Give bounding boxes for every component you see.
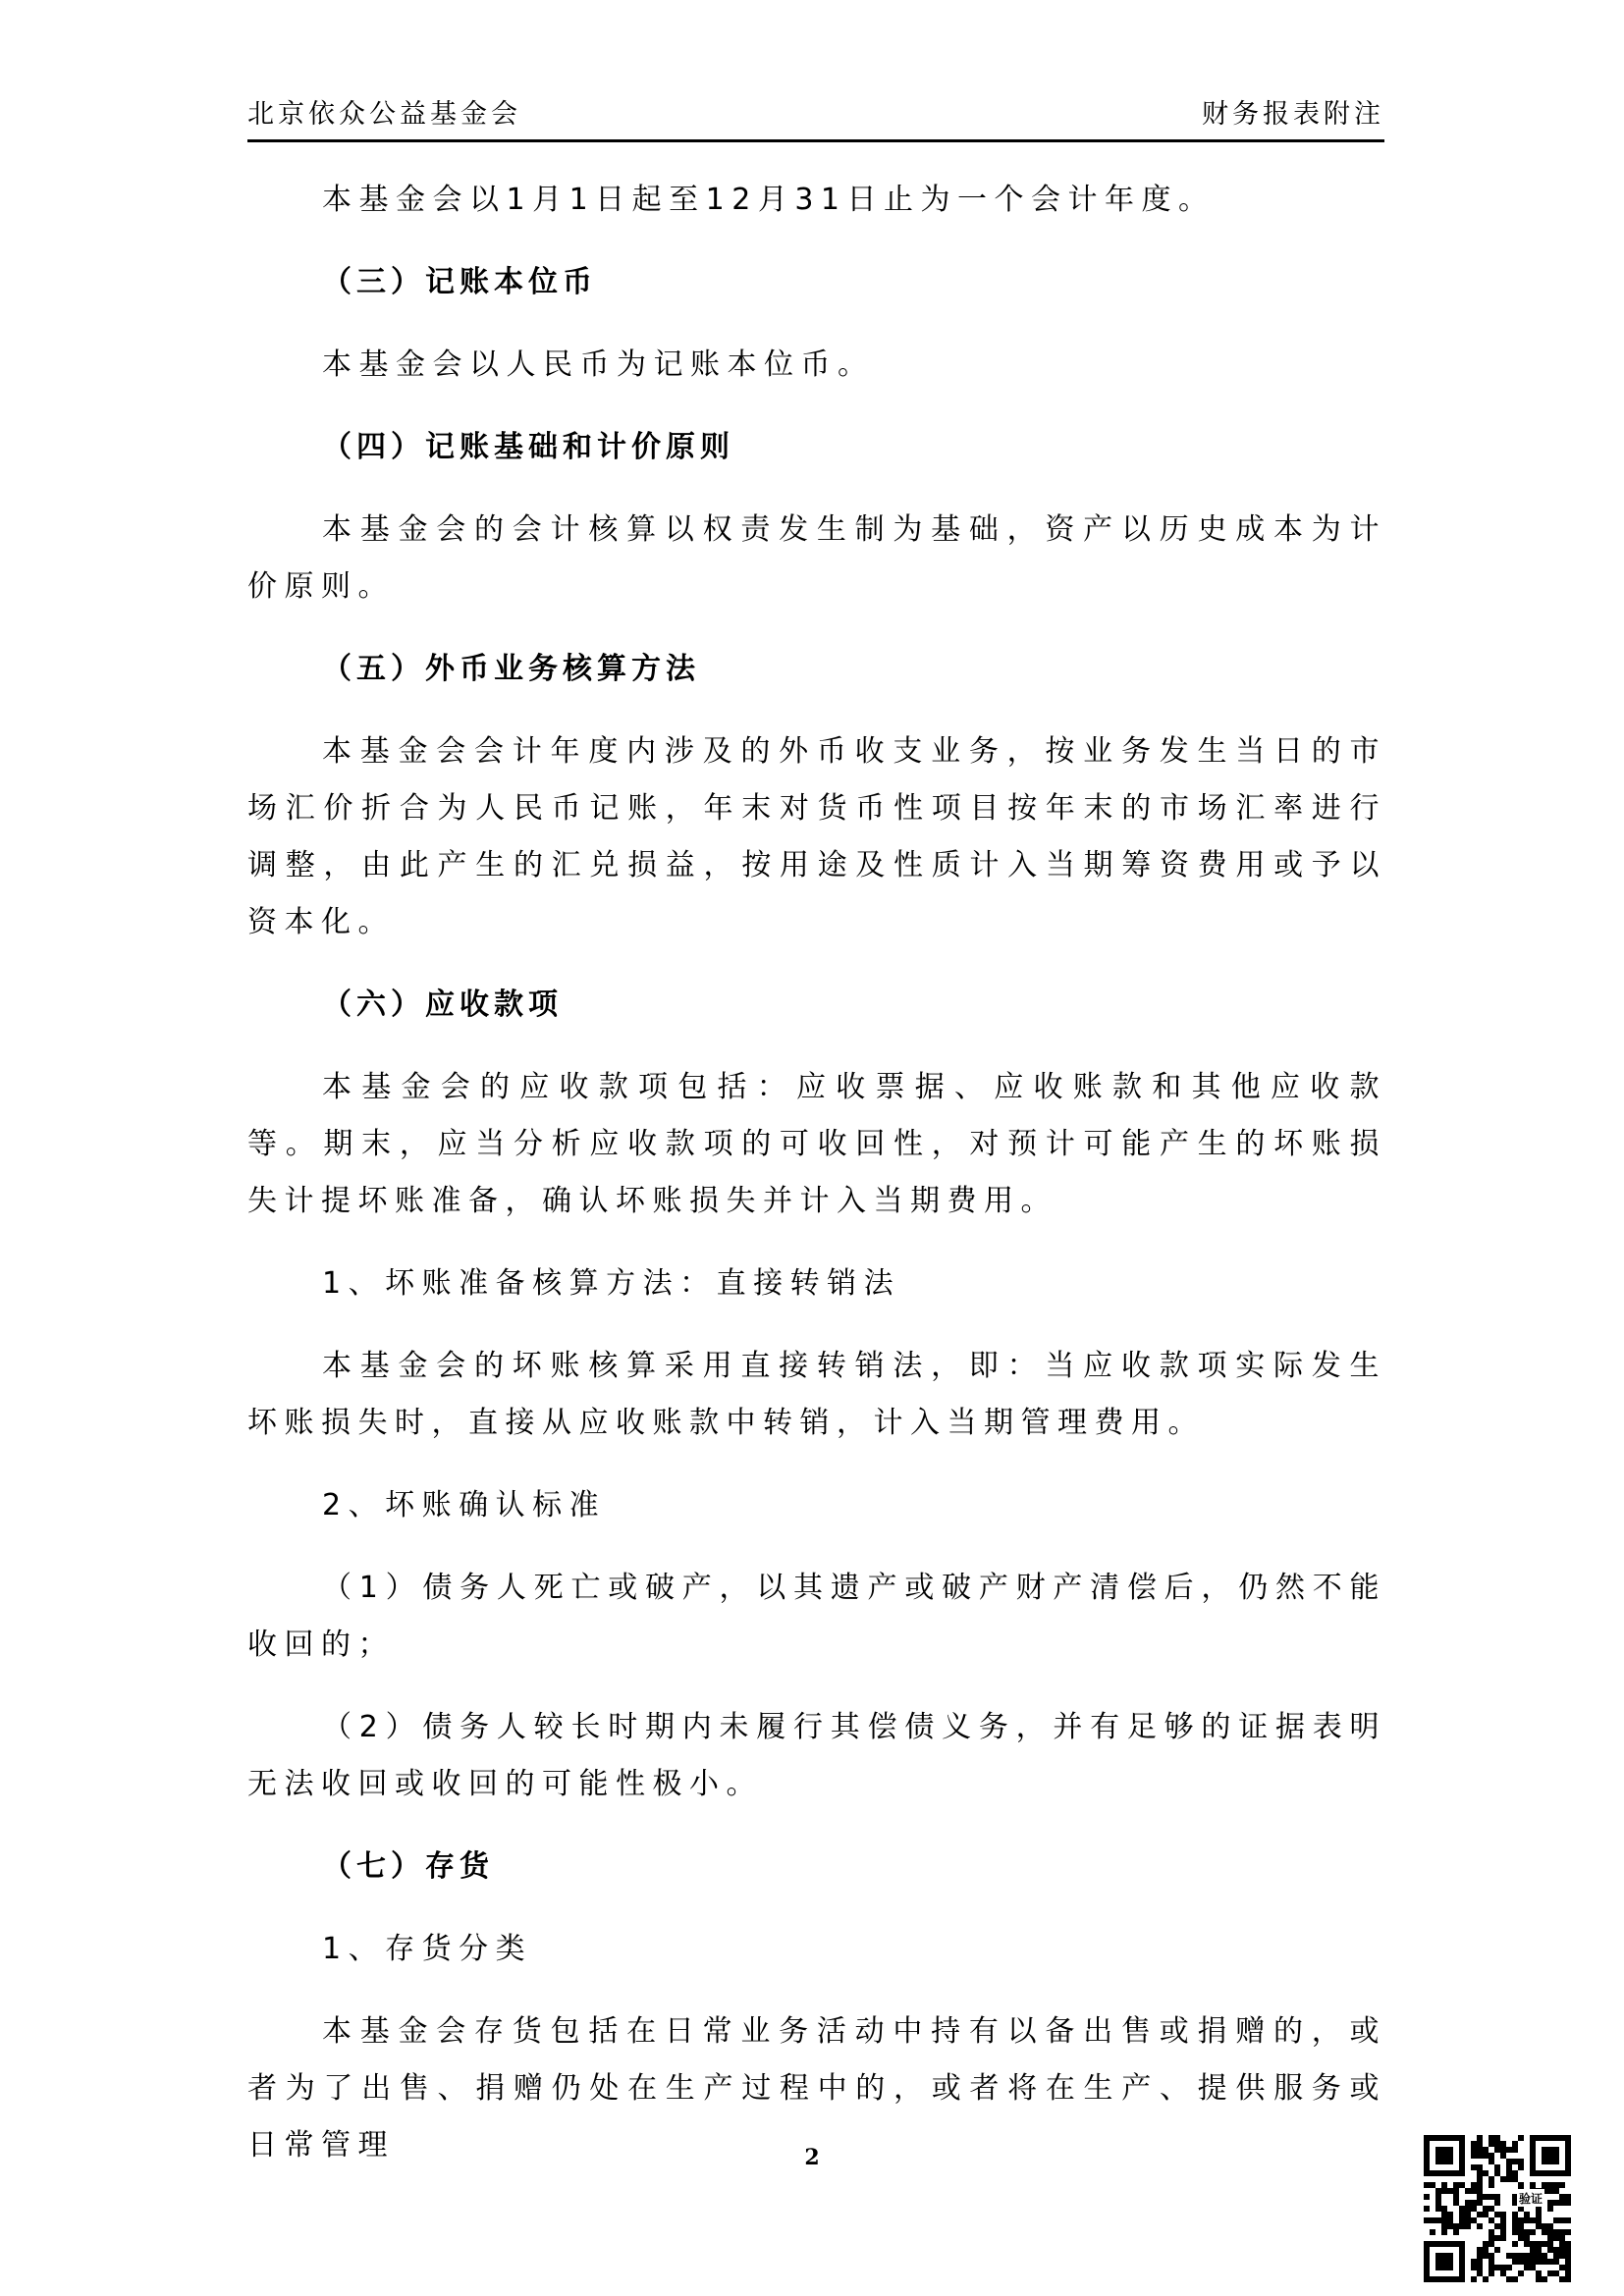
receivables-paragraph: 本基金会的应收款项包括：应收票据、应收账款和其他应收款等。期末，应当分析应收款项的可收回性，对预计可能产生的坏账损失计提坏账准备，确认坏账损失并计入当期费用。 (247, 1070, 1386, 1218)
bad-debt-criterion-1: （1）债务人死亡或破产，以其遗产或破产财产清偿后，仍然不能收回的； (247, 1571, 1386, 1662)
document-title: 财务报表附注 (1202, 99, 1384, 130)
page-number: 2 (804, 2145, 820, 2170)
fiscal-year-paragraph: 本基金会以1月1日起至12月31日止为一个会计年度。 (322, 183, 1216, 217)
section-heading-3: （三）记账本位币 (322, 265, 597, 299)
section-heading-4: （四）记账基础和计价原则 (322, 430, 734, 464)
bad-debt-criteria-item: 2、坏账确认标准 (322, 1488, 607, 1522)
bad-debt-method-paragraph: 本基金会的坏账核算采用直接转销法，即：当应收款项实际发生坏账损失时，直接从应收账款中转销，计入当期管理费用。 (247, 1349, 1386, 1440)
accounting-basis-paragraph: 本基金会的会计核算以权责发生制为基础，资产以历史成本为计价原则。 (247, 512, 1386, 604)
bad-debt-method-item: 1、坏账准备核算方法：直接转销法 (322, 1266, 901, 1301)
inventory-classification-item: 1、存货分类 (322, 1932, 533, 1966)
section-heading-7: （七）存货 (322, 1849, 494, 1884)
currency-paragraph: 本基金会以人民币为记账本位币。 (322, 347, 875, 382)
organization-name: 北京依众公益基金会 (247, 99, 521, 130)
document-body (247, 172, 1386, 2200)
page-header (247, 94, 1384, 142)
foreign-currency-paragraph: 本基金会会计年度内涉及的外币收支业务，按业务发生当日的市场汇价折合为人民币记账，年末对货币性项目按年末的市场汇率进行调整，由此产生的汇兑损益，按用途及性质计入当期筹资费用或予以资本化。 (247, 734, 1386, 939)
section-heading-6: （六）应收款项 (322, 988, 563, 1022)
inventory-paragraph: 本基金会存货包括在日常业务活动中持有以备出售或捐赠的，或者为了出售、捐赠仍处在生产过程中的，或者将在生产、提供服务或日常管理 (247, 2014, 1386, 2163)
qr-verify-label: 验证 (1518, 2192, 1543, 2206)
bad-debt-criterion-2: （2）债务人较长时期内未履行其偿债义务，并有足够的证据表明无法收回或收回的可能性极小。 (247, 1710, 1386, 1801)
qr-code-icon[interactable] (1424, 2135, 1571, 2282)
section-heading-5: （五）外币业务核算方法 (322, 652, 700, 686)
